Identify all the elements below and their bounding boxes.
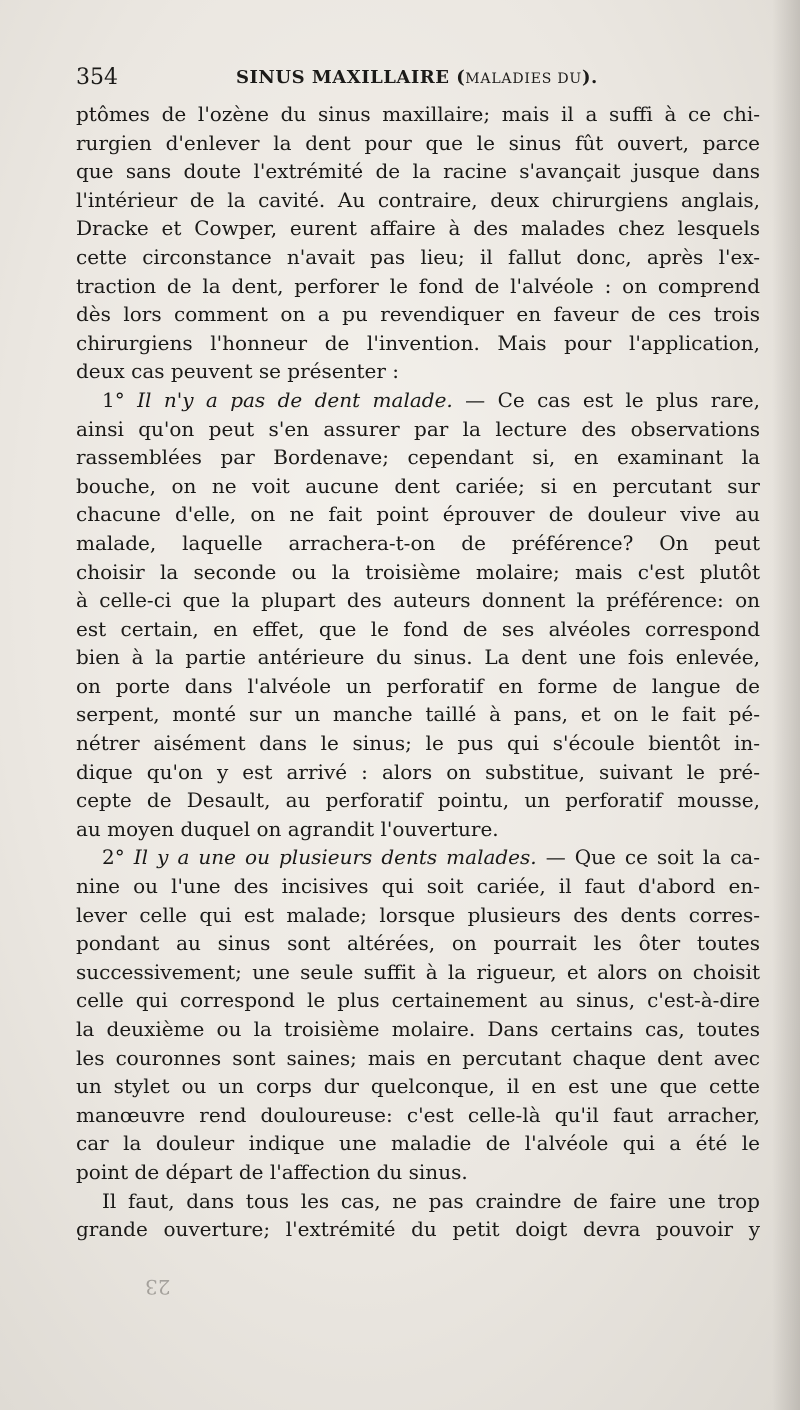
text-line: manœuvre rend douloureuse: c'est celle-là qu'il faut arracher, bbox=[76, 1102, 760, 1127]
text-line: deux cas peuvent se présenter : bbox=[76, 359, 399, 384]
text-line: est certain, en effet, que le fond de ses alvéoles correspond bbox=[76, 616, 760, 641]
text-line: bien à la partie antérieure du sinus. La dent une fois enlevée, bbox=[76, 645, 760, 670]
text-line bbox=[76, 843, 760, 872]
page-number: 354 bbox=[76, 65, 118, 90]
text-line: dique qu'on y est arrivé : alors on substitue, suivant le pré- bbox=[76, 759, 760, 784]
text-line: rurgien d'enlever la dent pour que le sinus fût ouvert, parce bbox=[76, 130, 760, 155]
text-line: au moyen duquel on agrandit l'ouverture. bbox=[76, 816, 499, 841]
text-line: on porte dans l'alvéole un perforatif en forme de langue de bbox=[76, 673, 760, 698]
text-line: celle qui correspond le plus certainement au sinus, c'est-à-dire bbox=[76, 988, 760, 1013]
text-line: grande ouverture; l'extrémité du petit doigt devra pouvoir y bbox=[76, 1217, 760, 1242]
text-line: car la douleur indique une maladie de l'alvéole qui a été le bbox=[76, 1131, 760, 1156]
text-line: rassemblées par Bordenave; cependant si, en examinant la bbox=[76, 445, 760, 470]
line-italic-heading: Il n'y a pas de dent malade. bbox=[137, 387, 453, 412]
text-line: ptômes de l'ozène du sinus maxillaire; mais il a suffi à ce chi- bbox=[76, 102, 760, 126]
line-prefix: 2° bbox=[102, 845, 134, 870]
text-line: nétrer aisément dans le sinus; le pus qui s'écoule bientôt in- bbox=[76, 731, 760, 756]
text-line: pondant au sinus sont altérées, on pourrait les ôter toutes bbox=[76, 931, 760, 956]
text-line: chacune d'elle, on ne fait point éprouver de douleur vive au bbox=[76, 502, 760, 527]
text-line: malade, laquelle arrachera-t-on de préférence? On peut bbox=[76, 530, 760, 555]
text-line: choisir la seconde ou la troisième molaire; mais c'est plutôt bbox=[76, 559, 760, 584]
running-head-end: ). bbox=[581, 67, 598, 88]
running-head bbox=[236, 60, 598, 97]
line-prefix: 1° bbox=[102, 387, 138, 412]
text-line: cette circonstance n'avait pas lieu; il fallut donc, après l'ex- bbox=[76, 244, 760, 269]
text-line: point de départ de l'affection du sinus. bbox=[76, 1159, 468, 1184]
text-line: ainsi qu'on peut s'en assurer par la lecture des observations bbox=[76, 416, 760, 441]
line-italic-heading: Il y a une ou plusieurs dents malades. bbox=[133, 845, 537, 870]
running-head-main: SINUS MAXILLAIRE ( bbox=[236, 67, 466, 88]
text-line: les couronnes sont saines; mais en percutant chaque dent avec bbox=[76, 1045, 760, 1070]
page-edge-shadow bbox=[772, 0, 800, 1410]
text-line: Dracke et Cowper, eurent affaire à des malades chez lesquels bbox=[76, 216, 760, 241]
text-line bbox=[76, 386, 760, 415]
text-line: chirurgiens l'honneur de l'invention. Mais pour l'application, bbox=[76, 330, 760, 355]
line-suffix: — Que ce soit la ca- bbox=[536, 845, 760, 870]
text-line: dès lors comment on a pu revendiquer en faveur de ces trois bbox=[76, 302, 760, 327]
text-line: la deuxième ou la troisième molaire. Dans certains cas, toutes bbox=[76, 1017, 760, 1041]
text-line: successivement; une seule suffit à la rigueur, et alors on choisit bbox=[76, 959, 760, 984]
body-text bbox=[76, 100, 760, 1244]
text-line: l'intérieur de la cavité. Au contraire, deux chirurgiens anglais, bbox=[76, 187, 760, 212]
text-line: un stylet ou un corps dur quelconque, il en est une que cette bbox=[76, 1074, 760, 1099]
text-line: cepte de Desault, au perforatif pointu, un perforatif mousse, bbox=[76, 788, 760, 813]
text-line: nine ou l'une des incisives qui soit cariée, il faut d'abord en- bbox=[76, 874, 760, 899]
page-header bbox=[76, 60, 756, 96]
signature-mark: 23 bbox=[145, 1275, 171, 1299]
text-line: bouche, on ne voit aucune dent cariée; si en percutant sur bbox=[76, 473, 760, 498]
text-line: que sans doute l'extrémité de la racine s'avançait jusque dans bbox=[76, 159, 760, 184]
line-suffix: — Ce cas est le plus rare, bbox=[452, 387, 760, 412]
text-line: serpent, monté sur un manche taillé à pans, et on le fait pé- bbox=[76, 702, 760, 727]
running-head-small: MALADIES DU bbox=[465, 71, 582, 87]
text-line: traction de la dent, perforer le fond de l'alvéole : on comprend bbox=[76, 273, 760, 298]
text-line: Il faut, dans tous les cas, ne pas craindre de faire une trop bbox=[102, 1188, 760, 1213]
text-line: à celle-ci que la plupart des auteurs donnent la préférence: on bbox=[76, 588, 760, 613]
text-line: lever celle qui est malade; lorsque plusieurs des dents corres- bbox=[76, 902, 760, 927]
